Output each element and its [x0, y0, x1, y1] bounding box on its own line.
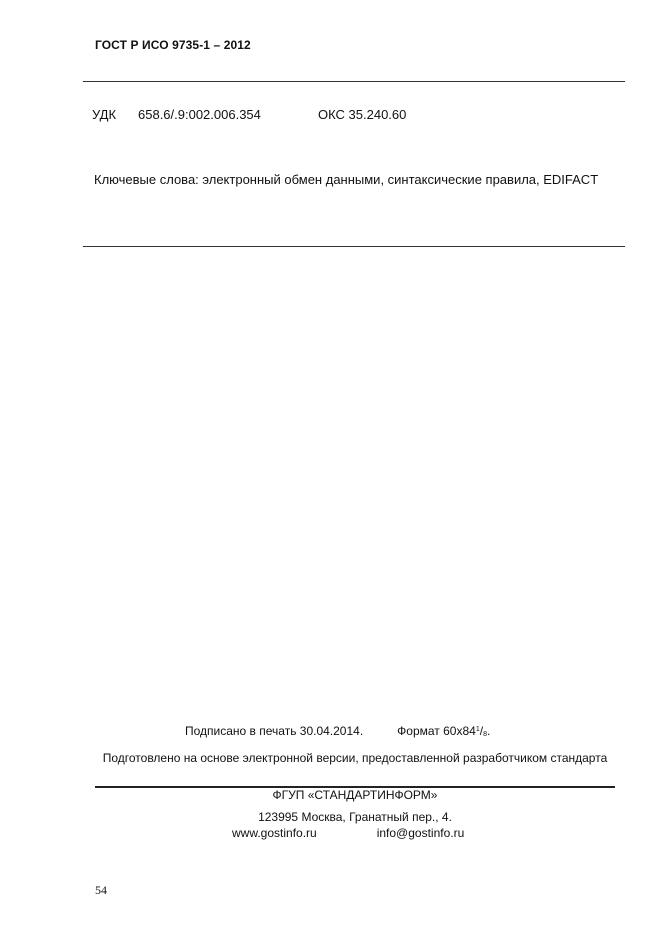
paper-format: Формат $60x84^1/_8$.	[397, 724, 491, 738]
format-end: .	[486, 724, 491, 738]
top-divider	[83, 81, 625, 82]
udk-value: 658.6/.9:002.006.354	[138, 107, 261, 122]
signed-to-print: Подписано в печать 30.04.2014.	[185, 724, 364, 738]
oks-code: ОКС 35.240.60	[318, 107, 407, 122]
format-text: Формат 60x84	[397, 724, 476, 738]
format-fraction-numerator: 1	[475, 726, 480, 733]
signed-line	[185, 724, 490, 738]
document-header-title: ГОСТ Р ИСО 9735-1 – 2012	[95, 38, 251, 52]
classification-line	[92, 107, 406, 122]
publisher-address: 123995 Москва, Гранатный пер., 4.	[258, 810, 452, 824]
format-fraction-denominator: 8	[483, 731, 487, 738]
email-link[interactable]: info@gostinfo.ru	[376, 826, 465, 840]
middle-divider	[83, 246, 625, 247]
publisher-contacts	[232, 826, 464, 840]
udk-label: УДК	[92, 107, 117, 122]
page-number: 54	[95, 883, 107, 897]
website-link[interactable]: www.gostinfo.ru	[232, 826, 317, 840]
prepared-note: Подготовлено на основе электронной версии, предоставленной разработчиком стандарта	[102, 751, 608, 765]
keywords-text: Ключевые слова: электронный обмен данными, синтаксические правила, EDIFACT	[94, 172, 599, 187]
publisher-name: ФГУП «СТАНДАРТИНФОРМ»	[272, 788, 438, 802]
